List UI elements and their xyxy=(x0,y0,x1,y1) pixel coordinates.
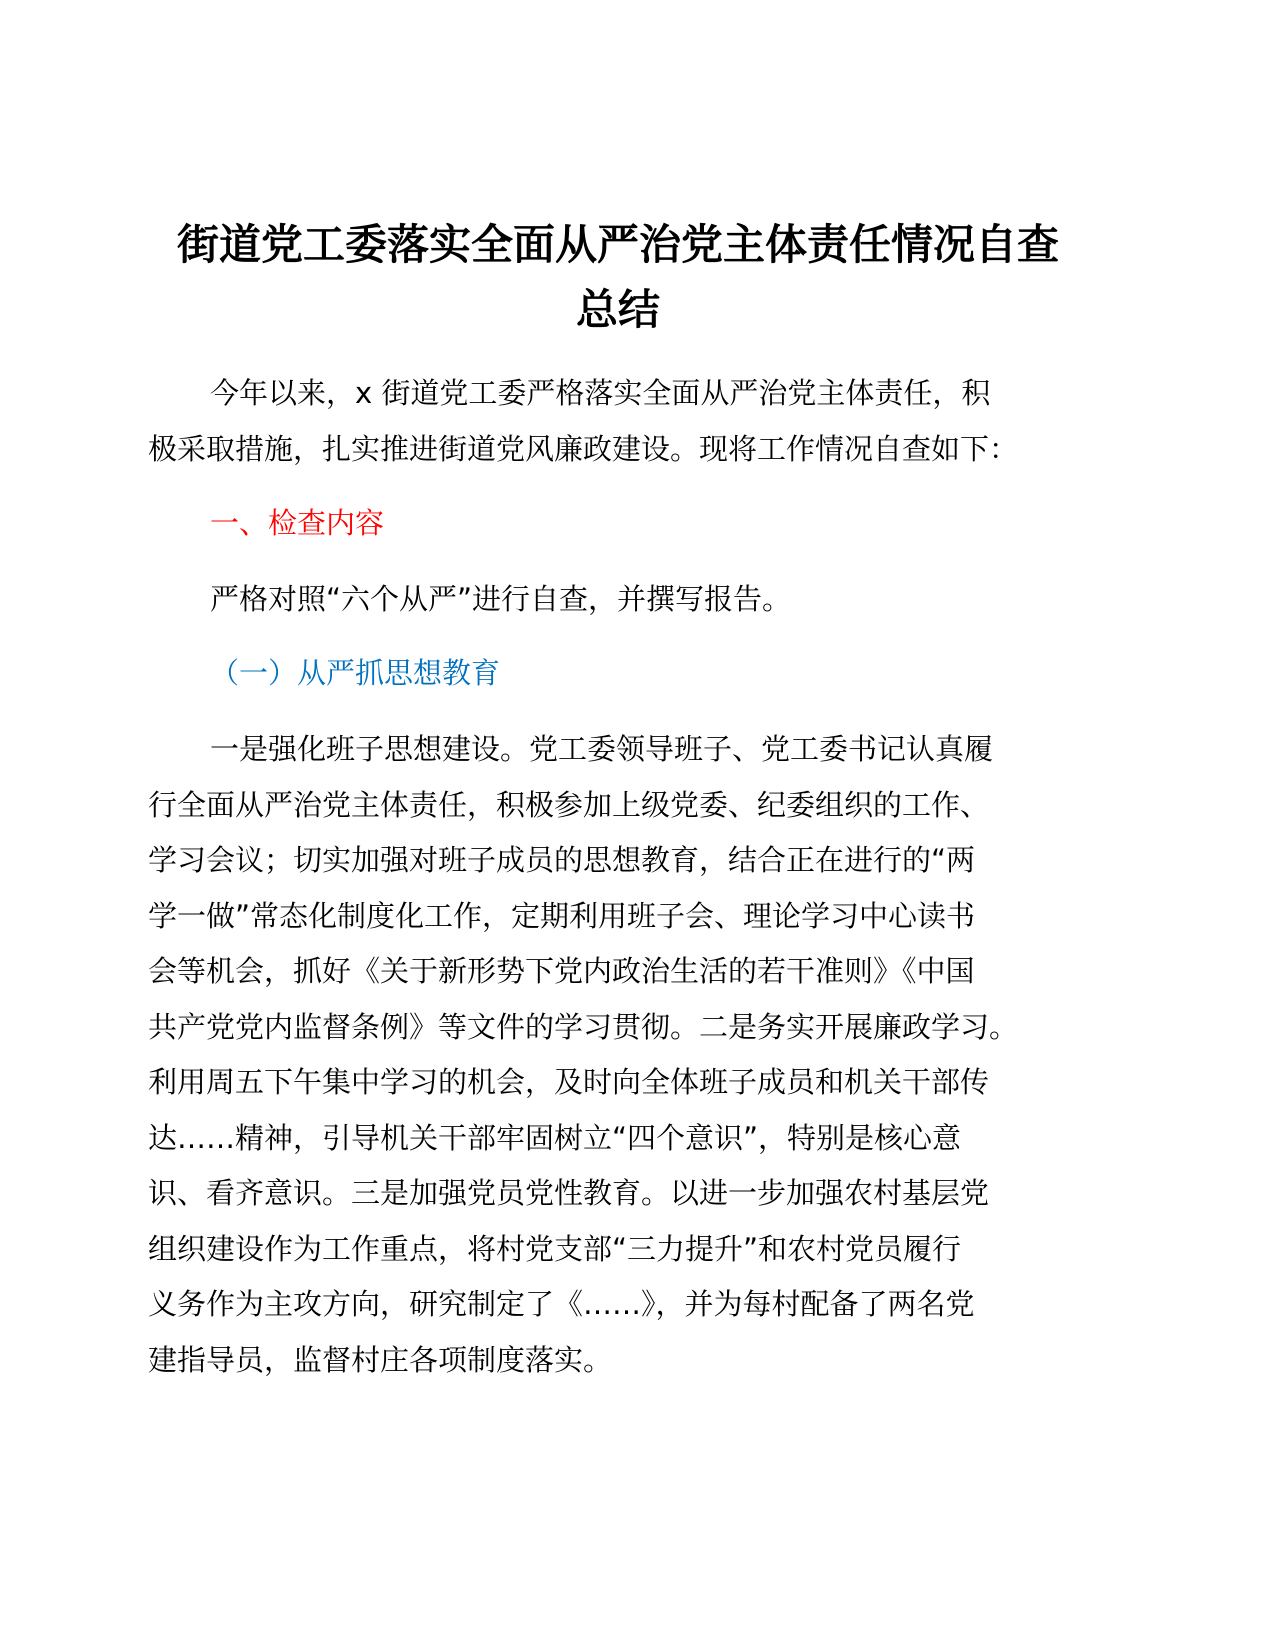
body-line-3: 学习会议；切实加强对班子成员的思想教育，结合正在进行的“两 xyxy=(148,843,976,877)
body-line-11: 义务作为主攻方向，研究制定了《……》，并为每村配备了两名党 xyxy=(148,1287,975,1321)
body-line-10: 组织建设作为工作重点，将村党支部“三力提升”和农村党员履行 xyxy=(148,1232,962,1266)
body-line-7: 利用周五下午集中学习的机会，及时向全体班子成员和机关干部传 xyxy=(148,1065,990,1099)
intro-line-1: 今年以来，x 街道党工委严格落实全面从严治党主体责任，积 xyxy=(210,376,991,410)
title-line-2: 总结 xyxy=(575,285,660,334)
intro-line-2: 极采取措施，扎实推进街道党风廉政建设。现将工作情况自查如下： xyxy=(148,432,1019,466)
title-line-1: 街道党工委落实全面从严治党主体责任情况自查 xyxy=(176,220,1059,269)
subsection-heading-thought-education: （一）从严抓思想教育 xyxy=(210,656,501,690)
body-line-4: 学一做”常态化制度化工作，定期利用班子会、理论学习中心读书 xyxy=(148,899,976,933)
section1-paragraph: 严格对照“六个从严”进行自查，并撰写报告。 xyxy=(210,582,792,616)
section-heading-check-content: 一、检查内容 xyxy=(210,506,385,540)
body-line-1: 一是强化班子思想建设。党工委领导班子、党工委书记认真履 xyxy=(210,732,994,766)
document-title xyxy=(148,212,1088,342)
body-line-5: 会等机会，抓好《关于新形势下党内政治生活的若干准则》《中国 xyxy=(148,954,975,988)
body-line-8: 达……精神，引导机关干部牢固树立“四个意识”，特别是核心意 xyxy=(148,1121,962,1155)
body-line-9: 识、看齐意识。三是加强党员党性教育。以进一步加强农村基层党 xyxy=(148,1176,990,1210)
body-line-12: 建指导员，监督村庄各项制度落实。 xyxy=(148,1343,613,1377)
body-line-6: 共产党党内监督条例》等文件的学习贯彻。二是务实开展廉政学习。 xyxy=(148,1010,1019,1044)
body-line-2: 行全面从严治党主体责任，积极参加上级党委、纪委组织的工作、 xyxy=(148,788,990,822)
